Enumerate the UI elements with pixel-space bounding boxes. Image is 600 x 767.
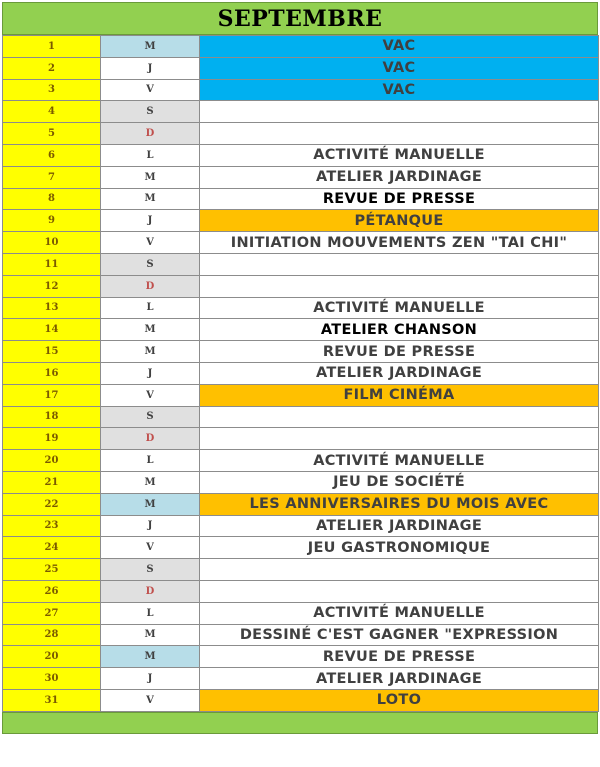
weekday-cell: M xyxy=(101,319,200,341)
weekday-cell: S xyxy=(101,253,200,275)
activity-cell: ATELIER JARDINAGE xyxy=(200,166,599,188)
day-number-cell: 28 xyxy=(3,624,101,646)
activity-cell xyxy=(200,123,599,145)
day-number-cell: 30 xyxy=(3,668,101,690)
activity-cell: REVUE DE PRESSE xyxy=(200,646,599,668)
table-row xyxy=(3,450,599,472)
weekday-cell: L xyxy=(101,297,200,319)
table-row xyxy=(3,559,599,581)
activity-cell: ATELIER JARDINAGE xyxy=(200,515,599,537)
activity-cell: VAC xyxy=(200,57,599,79)
activity-cell: VAC xyxy=(200,79,599,101)
weekday-cell: S xyxy=(101,101,200,123)
day-number-cell: 18 xyxy=(3,406,101,428)
activity-cell: FILM CINÉMA xyxy=(200,384,599,406)
weekday-cell: V xyxy=(101,232,200,254)
weekday-cell: D xyxy=(101,275,200,297)
table-row xyxy=(3,515,599,537)
day-number-cell: 27 xyxy=(3,602,101,624)
day-number-cell: 9 xyxy=(3,210,101,232)
weekday-cell: D xyxy=(101,428,200,450)
day-number-cell: 20 xyxy=(3,450,101,472)
table-row xyxy=(3,319,599,341)
weekday-cell: M xyxy=(101,471,200,493)
activity-cell: ACTIVITÉ MANUELLE xyxy=(200,450,599,472)
activity-cell: VAC xyxy=(200,36,599,58)
weekday-cell: V xyxy=(101,384,200,406)
weekday-cell: D xyxy=(101,123,200,145)
table-row xyxy=(3,36,599,58)
table-row xyxy=(3,253,599,275)
table-row xyxy=(3,668,599,690)
activity-cell: ATELIER CHANSON xyxy=(200,319,599,341)
day-number-cell: 16 xyxy=(3,362,101,384)
activity-cell: REVUE DE PRESSE xyxy=(200,188,599,210)
day-number-cell: 4 xyxy=(3,101,101,123)
day-number-cell: 20 xyxy=(3,646,101,668)
table-row xyxy=(3,166,599,188)
table-row xyxy=(3,624,599,646)
table-row xyxy=(3,232,599,254)
weekday-cell: M xyxy=(101,646,200,668)
weekday-cell: J xyxy=(101,210,200,232)
weekday-cell: M xyxy=(101,624,200,646)
table-row xyxy=(3,79,599,101)
activity-cell xyxy=(200,428,599,450)
table-row xyxy=(3,493,599,515)
weekday-cell: M xyxy=(101,188,200,210)
weekday-cell: V xyxy=(101,79,200,101)
activity-cell: ACTIVITÉ MANUELLE xyxy=(200,602,599,624)
day-number-cell: 19 xyxy=(3,428,101,450)
day-number-cell: 5 xyxy=(3,123,101,145)
day-number-cell: 3 xyxy=(3,79,101,101)
schedule-table xyxy=(2,35,599,712)
table-row xyxy=(3,341,599,363)
activity-cell: ATELIER JARDINAGE xyxy=(200,668,599,690)
day-number-cell: 17 xyxy=(3,384,101,406)
weekday-cell: M xyxy=(101,36,200,58)
day-number-cell: 31 xyxy=(3,689,101,711)
day-number-cell: 14 xyxy=(3,319,101,341)
day-number-cell: 21 xyxy=(3,471,101,493)
day-number-cell: 24 xyxy=(3,537,101,559)
day-number-cell: 12 xyxy=(3,275,101,297)
table-row xyxy=(3,362,599,384)
weekday-cell: M xyxy=(101,493,200,515)
activity-cell: DESSINÉ C'EST GAGNER "EXPRESSION xyxy=(200,624,599,646)
activity-cell xyxy=(200,580,599,602)
day-number-cell: 25 xyxy=(3,559,101,581)
table-row xyxy=(3,537,599,559)
table-row xyxy=(3,101,599,123)
activity-cell: PÉTANQUE xyxy=(200,210,599,232)
weekday-cell: L xyxy=(101,602,200,624)
day-number-cell: 1 xyxy=(3,36,101,58)
activity-cell xyxy=(200,275,599,297)
activity-cell xyxy=(200,559,599,581)
activity-cell xyxy=(200,406,599,428)
activity-cell: ACTIVITÉ MANUELLE xyxy=(200,144,599,166)
day-number-cell: 22 xyxy=(3,493,101,515)
table-row xyxy=(3,210,599,232)
table-row xyxy=(3,144,599,166)
weekday-cell: M xyxy=(101,341,200,363)
month-title: SEPTEMBRE xyxy=(2,2,598,35)
day-number-cell: 23 xyxy=(3,515,101,537)
activity-cell: LES ANNIVERSAIRES DU MOIS AVEC xyxy=(200,493,599,515)
weekday-cell: J xyxy=(101,57,200,79)
weekday-cell: S xyxy=(101,559,200,581)
weekday-cell: J xyxy=(101,362,200,384)
table-row xyxy=(3,646,599,668)
table-row xyxy=(3,471,599,493)
activity-cell: INITIATION MOUVEMENTS ZEN "TAI CHI" xyxy=(200,232,599,254)
table-row xyxy=(3,57,599,79)
table-row xyxy=(3,580,599,602)
day-number-cell: 10 xyxy=(3,232,101,254)
table-row xyxy=(3,275,599,297)
activity-cell: ACTIVITÉ MANUELLE xyxy=(200,297,599,319)
table-row xyxy=(3,384,599,406)
table-row xyxy=(3,689,599,711)
table-row xyxy=(3,602,599,624)
day-number-cell: 6 xyxy=(3,144,101,166)
activity-cell: ATELIER JARDINAGE xyxy=(200,362,599,384)
weekday-cell: D xyxy=(101,580,200,602)
weekday-cell: J xyxy=(101,515,200,537)
weekday-cell: L xyxy=(101,144,200,166)
day-number-cell: 15 xyxy=(3,341,101,363)
weekday-cell: M xyxy=(101,166,200,188)
activity-cell: JEU GASTRONOMIQUE xyxy=(200,537,599,559)
table-row xyxy=(3,297,599,319)
schedule-body xyxy=(3,36,599,712)
day-number-cell: 13 xyxy=(3,297,101,319)
weekday-cell: V xyxy=(101,689,200,711)
activity-cell xyxy=(200,101,599,123)
day-number-cell: 26 xyxy=(3,580,101,602)
day-number-cell: 7 xyxy=(3,166,101,188)
calendar-sheet xyxy=(2,2,598,734)
footer-bar xyxy=(2,712,598,734)
day-number-cell: 11 xyxy=(3,253,101,275)
day-number-cell: 8 xyxy=(3,188,101,210)
day-number-cell: 2 xyxy=(3,57,101,79)
activity-cell xyxy=(200,253,599,275)
activity-cell: LOTO xyxy=(200,689,599,711)
weekday-cell: S xyxy=(101,406,200,428)
weekday-cell: J xyxy=(101,668,200,690)
table-row xyxy=(3,406,599,428)
weekday-cell: L xyxy=(101,450,200,472)
table-row xyxy=(3,188,599,210)
table-row xyxy=(3,123,599,145)
activity-cell: JEU DE SOCIÉTÉ xyxy=(200,471,599,493)
activity-cell: REVUE DE PRESSE xyxy=(200,341,599,363)
weekday-cell: V xyxy=(101,537,200,559)
table-row xyxy=(3,428,599,450)
